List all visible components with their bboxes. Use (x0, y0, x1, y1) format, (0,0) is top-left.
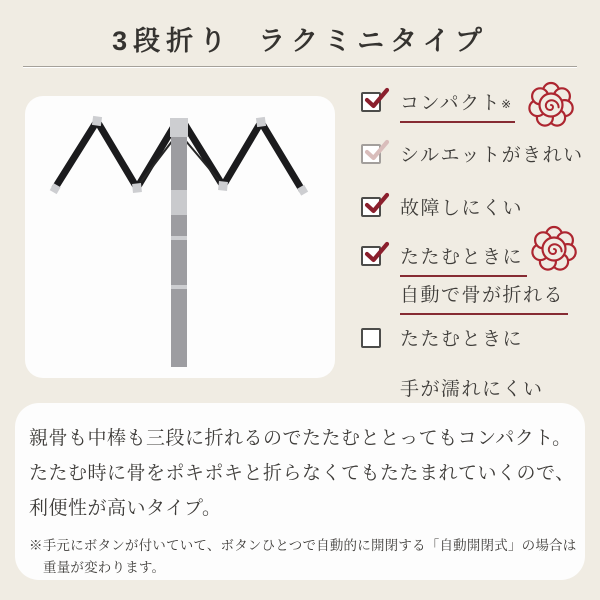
title-part-1: 3段折り (112, 26, 233, 56)
checklist-label: コンパクト※ (400, 91, 515, 123)
reference-mark: ※ (501, 97, 512, 111)
description-line: 利便性が高いタイプ。 (29, 498, 222, 519)
checkmark-icon (364, 191, 391, 219)
checkbox-checked[interactable] (361, 197, 381, 217)
checkbox-checked[interactable] (361, 92, 381, 112)
checkmark-icon (364, 240, 391, 268)
checklist-label: たたむときに (400, 245, 527, 277)
footnote-line: ※手元にボタンが付いていて、ボタンひとつで自動的に開閉する「自動開閉式」の場合は (29, 538, 577, 553)
checklist-label: たたむときに (400, 329, 524, 350)
checklist-label: 自動で骨が折れる (400, 283, 568, 315)
description-line: たたむ時に骨をポキポキと折らなくてもたたまれていくので、 (29, 463, 575, 484)
checkbox-unchecked[interactable] (361, 328, 381, 348)
umbrella-diagram-card (25, 96, 335, 378)
checkmark-icon (364, 86, 391, 114)
folded-umbrella-frame-icon (25, 96, 335, 378)
title-part-2: ラクミニタイプ (258, 26, 488, 56)
flower-scribble-stamp-icon (529, 228, 577, 274)
checklist-label: シルエットがきれい (400, 145, 584, 166)
footnote (29, 535, 577, 579)
checkmark-icon (364, 138, 391, 166)
description-card (15, 403, 585, 580)
checkbox-checked[interactable] (361, 246, 381, 266)
description-line: 親骨も中棒も三段に折れるのでたたむととってもコンパクト。 (29, 428, 572, 449)
checkbox-checked-faded[interactable] (361, 144, 381, 164)
flower-scribble-stamp-icon (526, 84, 574, 130)
checklist-label: 故障しにくい (400, 198, 524, 219)
footnote-line: 重量が変わります。 (43, 560, 166, 575)
checklist-label: 手が濡れにくい (400, 379, 544, 400)
